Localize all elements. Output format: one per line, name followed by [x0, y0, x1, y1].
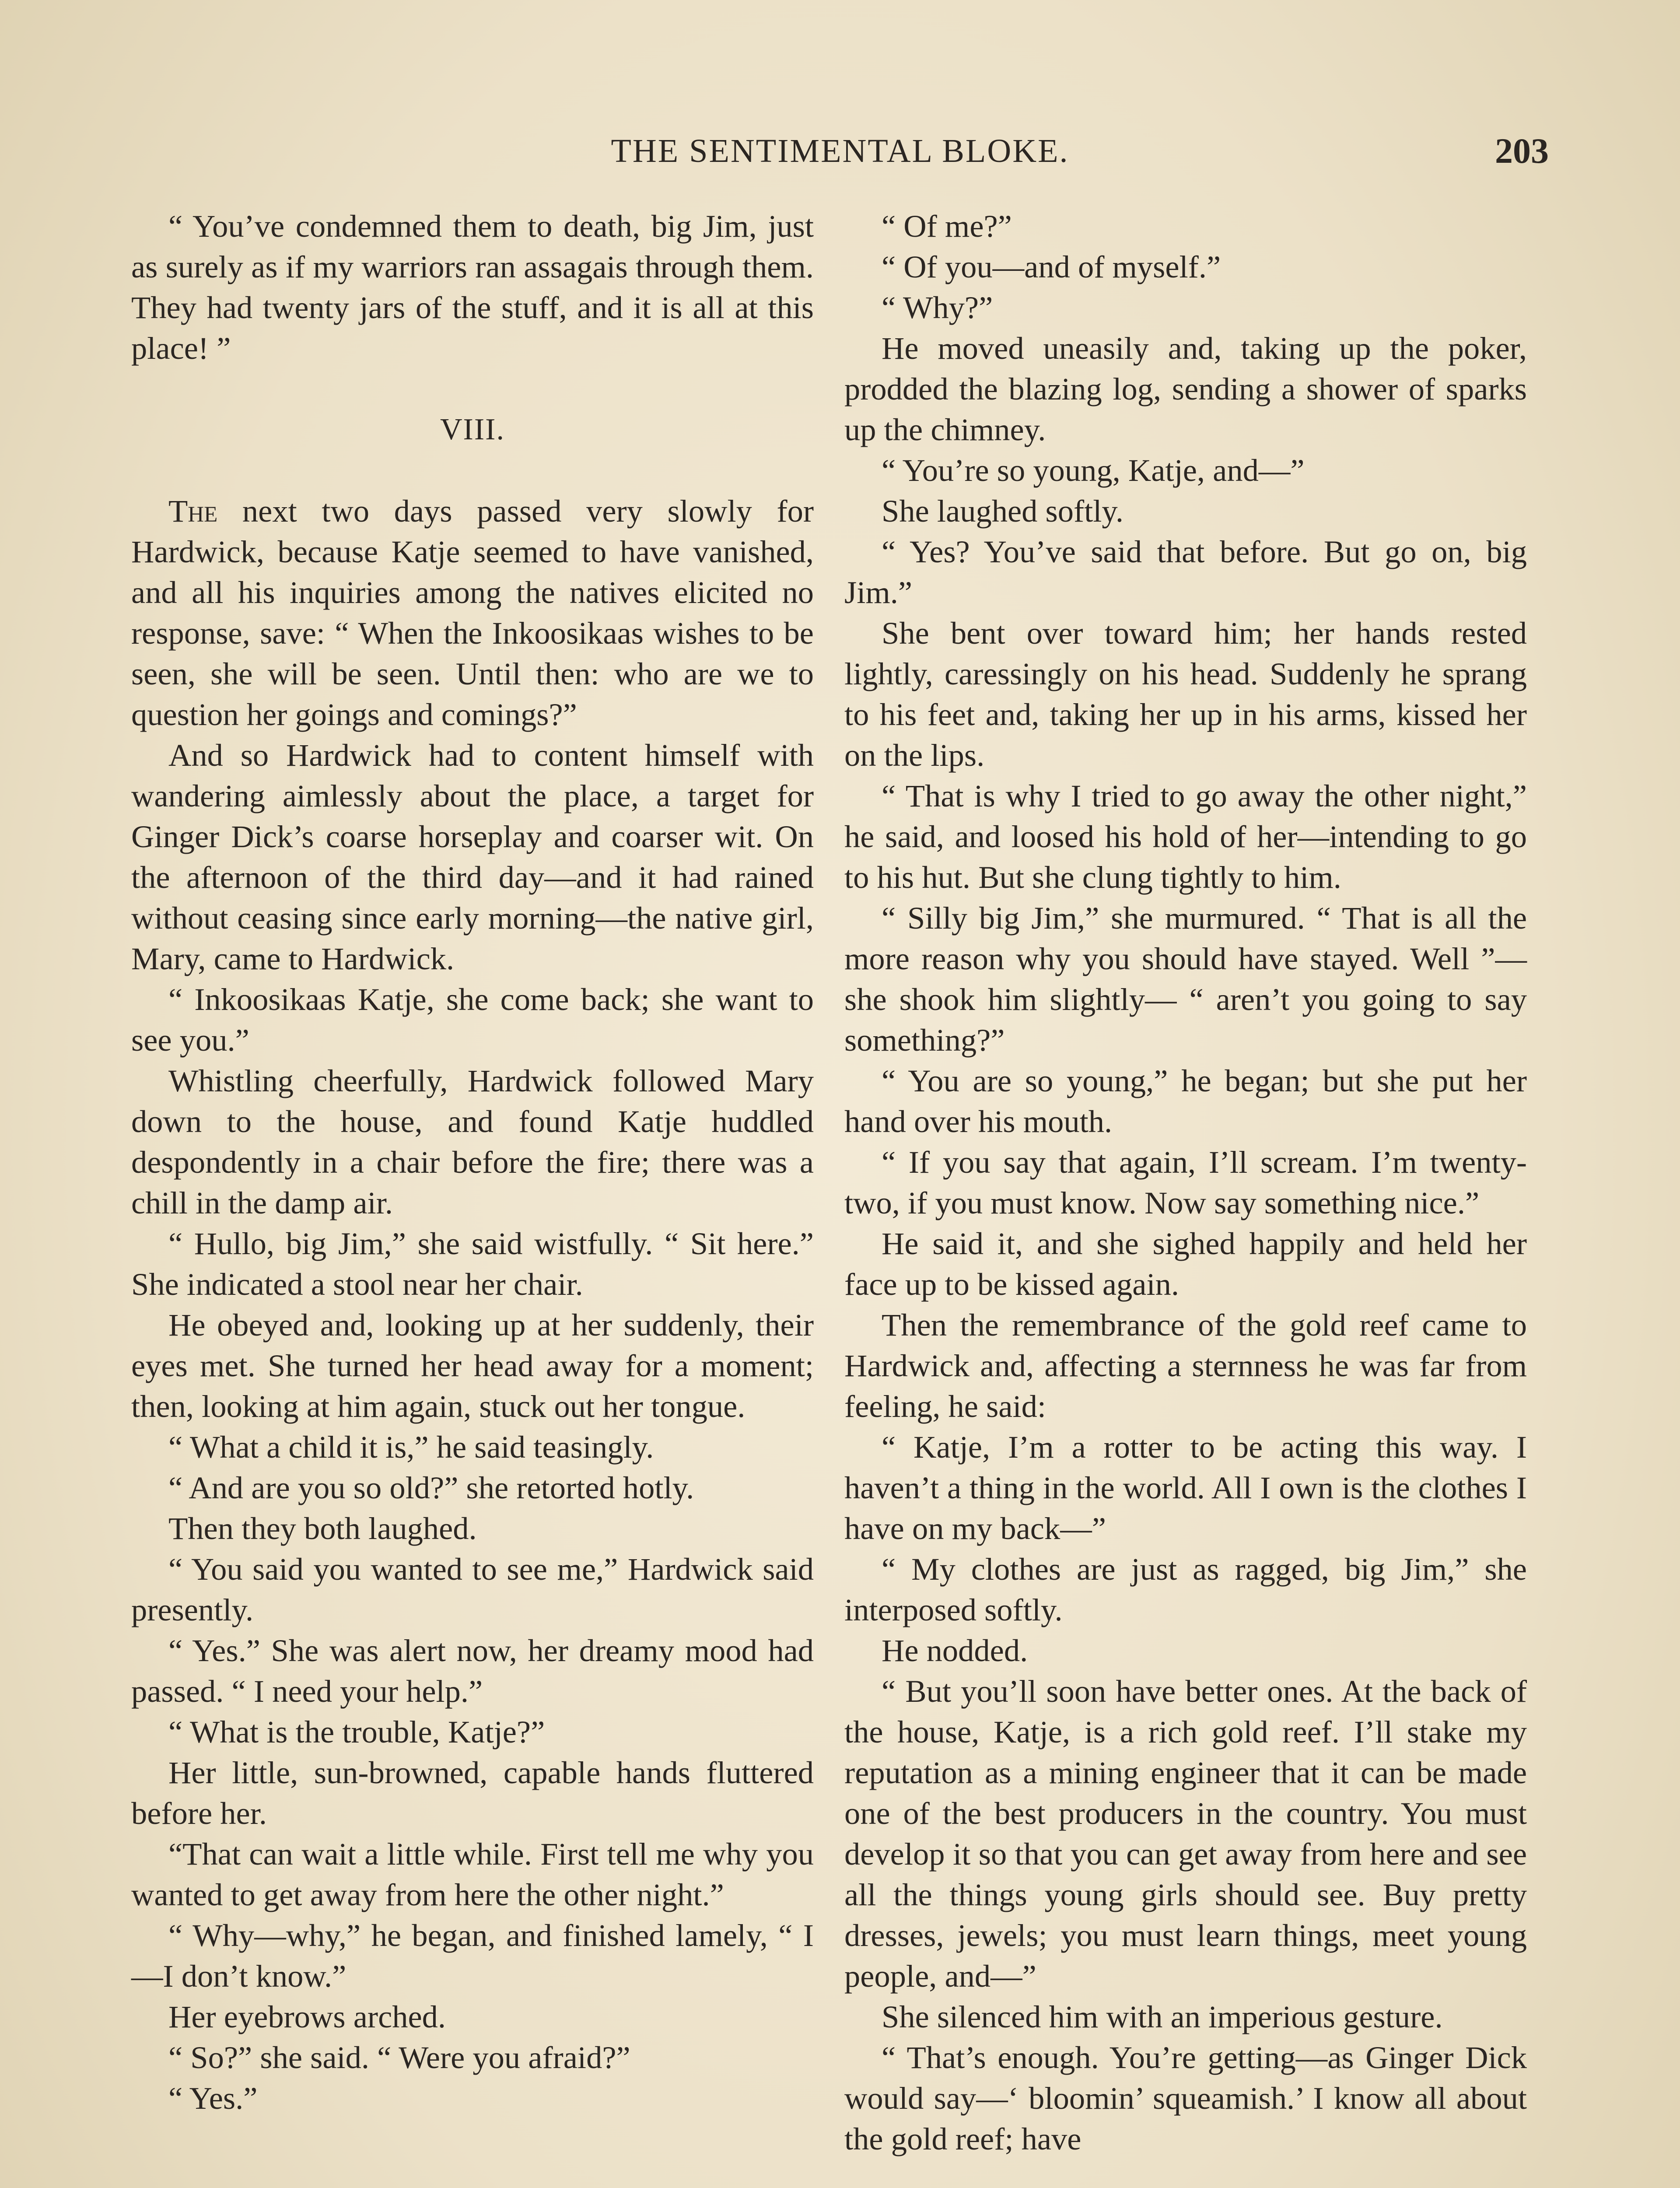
left-column: [131, 206, 814, 2118]
paragraph: “ So?” she said. “ Were you afraid?”: [168, 2040, 630, 2075]
paragraph: “ Silly big Jim,” she murmured. “ That is all the more reason why you should have stayed. Well ”—she shook him slightly— “ aren’t you going to say something?”: [844, 900, 1527, 1058]
paragraph: He obeyed and, looking up at her suddenly, their eyes met. She turned her head away for a moment; then, looking at him again, stuck out her tongue.: [131, 1307, 814, 1424]
paragraph: She silenced him with an imperious gesture.: [882, 1999, 1443, 2034]
paragraph: Her little, sun-browned, capable hands fluttered before her.: [131, 1755, 814, 1831]
paragraph: “ That’s enough. You’re getting—as Ginger Dick would say—‘ bloomin’ squeamish.’ I know all about the gold reef; have: [844, 2040, 1527, 2156]
running-head: [131, 127, 1549, 175]
paragraph: “ What a child it is,” he said teasingly.: [168, 1429, 654, 1465]
paragraph: [131, 491, 814, 735]
paragraph: Whistling cheerfully, Hardwick followed Mary down to the house, and found Katje huddled despondently in a chair before the fire; there was a chill in the damp air.: [131, 1063, 814, 1220]
paragraph: “ That is why I tried to go away the other night,” he said, and loosed his hold of her—intending to go to his hut. But she clung tightly to him.: [844, 778, 1527, 895]
paragraph: “That can wait a little while. First tell me why you wanted to get away from here the other night.”: [131, 1836, 814, 1912]
paragraph: She bent over toward him; her hands rested lightly, caressingly on his head. Suddenly he sprang to his feet and, taking her up in his arms, kissed her on the lips.: [844, 615, 1527, 773]
page-number: 203: [1495, 131, 1549, 171]
paragraph: “ Why?”: [882, 290, 993, 325]
paragraph: And so Hardwick had to content himself with wandering aimlessly about the place, a target for Ginger Dick’s coarse horseplay and coarser wit. On the afternoon of the third day—and it had rained without ceasing since early morning—the native girl, Mary, came to Hardwick.: [131, 737, 814, 976]
paragraph-lead-word: The: [168, 493, 218, 529]
paragraph: “ Of me?”: [882, 208, 1012, 244]
paragraph: “ My clothes are just as ragged, big Jim,” she interposed softly.: [844, 1551, 1527, 1627]
paragraph: Her eyebrows arched.: [168, 1999, 446, 2034]
paragraph-text: next two days passed very slowly for Hardwick, because Katje seemed to have vanished, and all his inquiries among the natives elicited no response, save: “ When the Inkoosikaas wishes to be seen, she will be seen. Until then: who are we to question her goings and comings?”: [131, 493, 814, 732]
paragraph: “ Yes.” She was alert now, her dreamy mood had passed. “ I need your help.”: [131, 1633, 814, 1709]
section-heading: VIII.: [440, 413, 505, 446]
paragraph: “ Of you—and of myself.”: [882, 249, 1221, 284]
paragraph: “ Why—why,” he began, and finished lamely, “ I—I don’t know.”: [131, 1918, 814, 1994]
paragraph: Then they both laughed.: [168, 1511, 477, 1546]
paragraph: “ But you’ll soon have better ones. At the back of the house, Katje, is a rich gold reef. I’ll stake my reputation as a mining engineer that it can be made one of the best producers in the country. You must develop it so that you can get away from here and see all the things young girls should see. Buy pretty dresses, jewels; you must learn things, meet young people, and—”: [844, 1673, 1527, 1994]
paragraph: “ Yes? You’ve said that before. But go on, big Jim.”: [844, 534, 1527, 610]
paragraph: He moved uneasily and, taking up the poker, prodded the blazing log, sending a shower of sparks up the chimney.: [844, 330, 1527, 447]
paragraph: “ Hullo, big Jim,” she said wistfully. “ Sit here.” She indicated a stool near her chair.: [131, 1226, 814, 1302]
paragraph: “ Inkoosikaas Katje, she come back; she want to see you.”: [131, 982, 814, 1058]
paragraph: “ You’re so young, Katje, and—”: [882, 452, 1305, 488]
running-title: THE SENTIMENTAL BLOKE.: [611, 133, 1069, 169]
paragraph: “ What is the trouble, Katje?”: [168, 1714, 545, 1750]
paragraph: “ And are you so old?” she retorted hotly.: [168, 1470, 694, 1505]
paragraph: “ You are so young,” he began; but she put her hand over his mouth.: [844, 1063, 1527, 1139]
paragraph: He said it, and she sighed happily and held her face up to be kissed again.: [844, 1226, 1527, 1302]
paragraph: “ You’ve condemned them to death, big Jim, just as surely as if my warriors ran assagais through them. They had twenty jars of the stuff, and it is all at this place! ”: [131, 208, 814, 366]
paragraph: “ Yes.”: [168, 2080, 258, 2116]
paragraph: He nodded.: [882, 1633, 1028, 1668]
paragraph: Then the remembrance of the gold reef came to Hardwick and, affecting a sternness he was far from feeling, he said:: [844, 1307, 1527, 1424]
paragraph: “ Katje, I’m a rotter to be acting this way. I haven’t a thing in the world. All I own is the clothes I have on my back—”: [844, 1429, 1527, 1546]
paragraph: “ You said you wanted to see me,” Hardwick said presently.: [131, 1551, 814, 1627]
right-column: [844, 206, 1527, 2159]
paragraph: She laughed softly.: [882, 493, 1124, 529]
paragraph: “ If you say that again, I’ll scream. I’m twenty-two, if you must know. Now say something nice.”: [844, 1144, 1527, 1220]
